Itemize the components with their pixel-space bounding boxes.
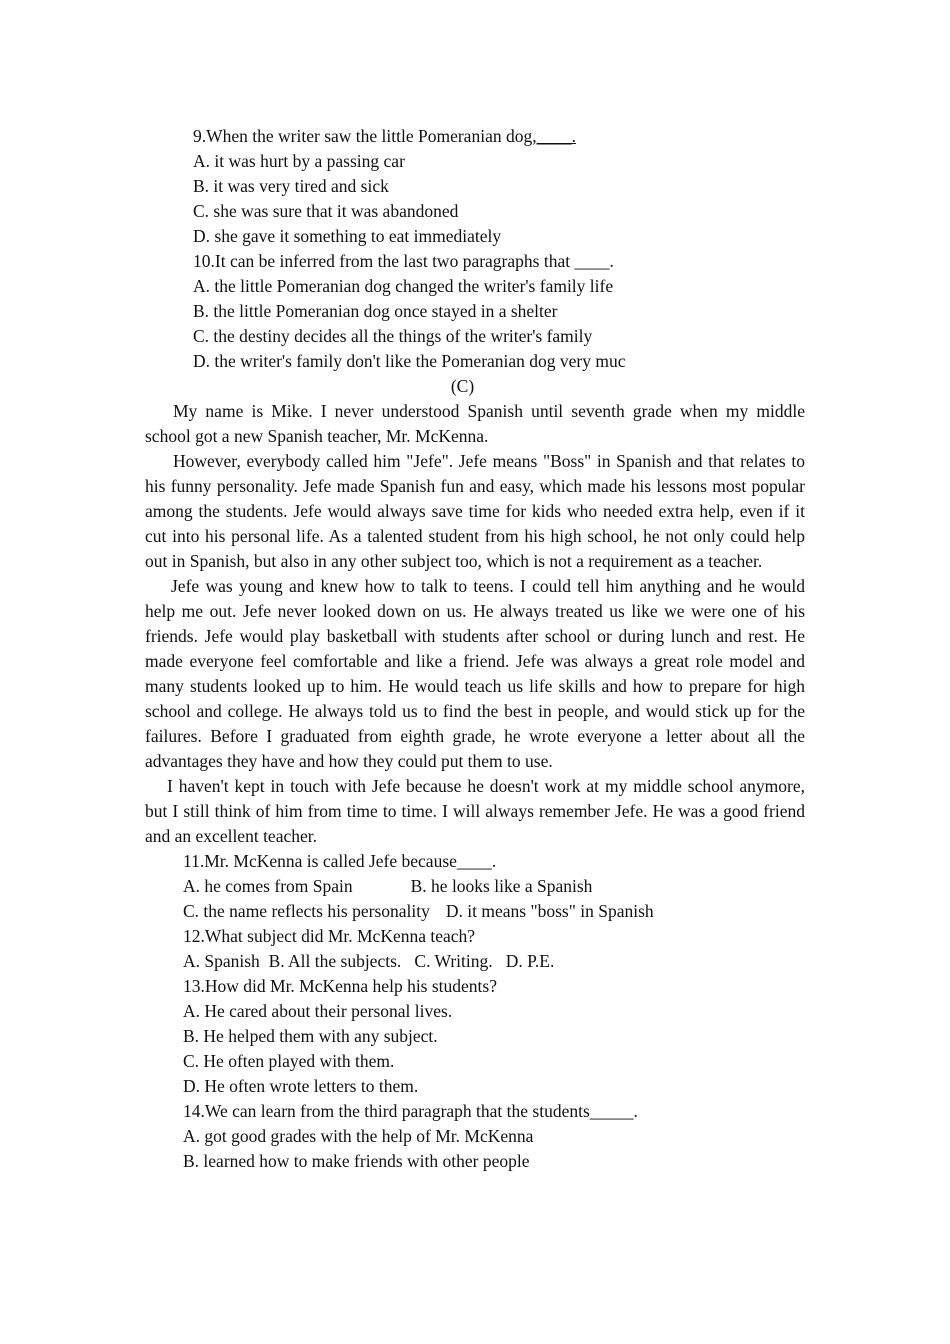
question-9-text: 9.When the writer saw the little Pomeranian dog, (193, 126, 537, 146)
question-11-options-ab (0, 874, 950, 899)
question-9-option-b: B. it was very tired and sick (193, 176, 389, 196)
question-9-blank: ____. (536, 126, 576, 146)
question-11-option-c: C. the name reflects his personality (183, 901, 430, 921)
question-13-option-b: B. He helped them with any subject. (183, 1026, 438, 1046)
question-13-option-d: D. He often wrote letters to them. (183, 1076, 419, 1096)
question-10-option-a: A. the little Pomeranian dog changed the writer's family life (193, 276, 614, 296)
question-14-option-b: B. learned how to make friends with other people (183, 1151, 530, 1171)
question-12-option-b: B. All the subjects. (268, 951, 402, 971)
passage-paragraph-1: My name is Mike. I never understood Spanish until seventh grade when my middle school got a new Spanish teacher, Mr. McKenna. (145, 401, 805, 446)
question-10-option-b: B. the little Pomeranian dog once stayed in a shelter (193, 301, 558, 321)
passage-paragraph-3: Jefe was young and knew how to talk to teens. I could tell him anything and he would help me out. Jefe never looked down on us. He always treated us like we were one of his friends. Jefe would play basketball with students after school or during lunch and rest. He made everyone feel comfortable and like a friend. Jefe was always a great role model and many students looked up to him. He would teach us life skills and how to prepare for high school and college. He always told us to find the best in people, and would stick up for the failures. Before I graduated from eighth grade, he wrote everyone a letter about all the advantages they have and how they could put them to use. (145, 576, 805, 771)
question-12-option-c: C. Writing. (414, 951, 493, 971)
question-9-stem (0, 124, 950, 149)
question-11-option-a: A. he comes from Spain (183, 876, 353, 896)
question-12-option-d: D. P.E. (505, 951, 555, 971)
exam-page (0, 124, 950, 1174)
question-11-stem: 11.Mr. McKenna is called Jefe because____. (183, 851, 497, 871)
question-12-options (0, 949, 950, 974)
question-12-stem: 12.What subject did Mr. McKenna teach? (183, 926, 476, 946)
passage-paragraph-4: I haven't kept in touch with Jefe because he doesn't work at my middle school anymore, but I still think of him from time to time. I will always remember Jefe. He was a good friend and an excellent teacher. (145, 776, 805, 846)
question-13-option-c: C. He often played with them. (183, 1051, 395, 1071)
question-9-option-d: D. she gave it something to eat immediately (193, 226, 502, 246)
question-14-option-a: A. got good grades with the help of Mr. McKenna (183, 1126, 534, 1146)
question-9-option-a: A. it was hurt by a passing car (193, 151, 405, 171)
question-11-option-b: B. he looks like a Spanish (410, 876, 593, 896)
question-14-stem: 14.We can learn from the third paragraph that the students_____. (183, 1101, 638, 1121)
question-12-option-a: A. Spanish (183, 951, 260, 971)
question-11-option-d: D. it means "boss" in Spanish (445, 901, 654, 921)
question-13-option-a: A. He cared about their personal lives. (183, 1001, 453, 1021)
question-9-option-c: C. she was sure that it was abandoned (193, 201, 459, 221)
question-13-stem: 13.How did Mr. McKenna help his students? (183, 976, 497, 996)
question-11-options-cd (0, 899, 950, 924)
passage-paragraph-2: However, everybody called him "Jefe". Jefe means "Boss" in Spanish and that relates to his funny personality. Jefe made Spanish fun and easy, which made his lessons most popular among the students. Jefe would always save time for kids who needed extra help, even if it cut into his personal life. As a talented student from his high school, he not only could help out in Spanish, but also in any other subject too, which is not a requirement as a teacher. (145, 451, 805, 571)
question-10-option-c: C. the destiny decides all the things of the writer's family (193, 326, 593, 346)
section-c-heading: (C) (450, 376, 475, 396)
question-10-option-d: D. the writer's family don't like the Pomeranian dog very muc (193, 351, 626, 371)
question-10-stem: 10.It can be inferred from the last two paragraphs that ____. (193, 251, 614, 271)
